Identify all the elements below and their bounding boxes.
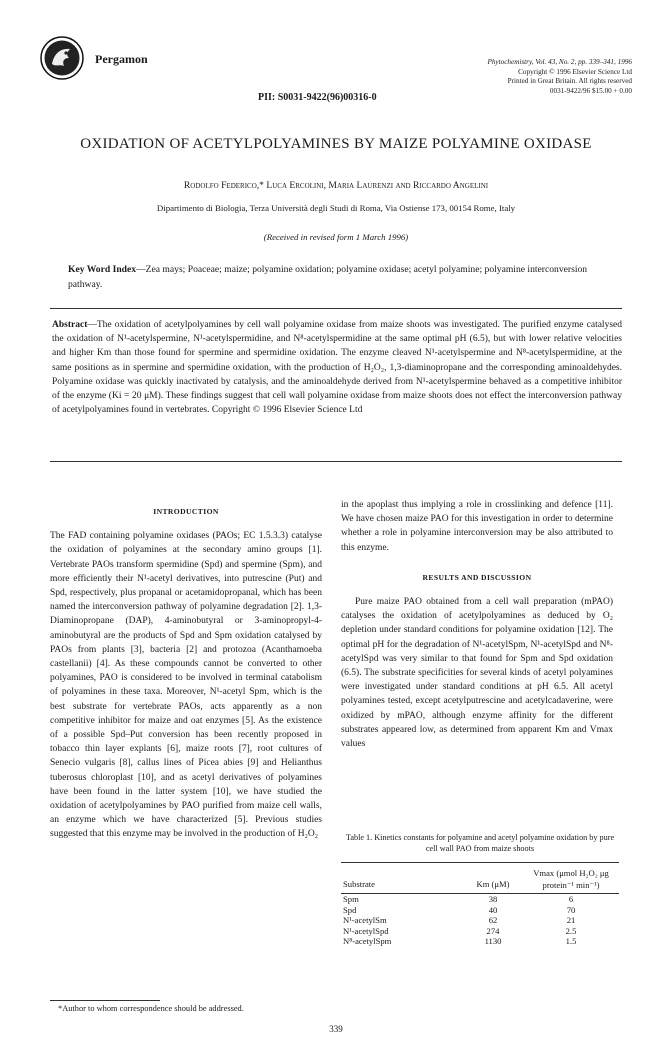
author-list: Rodolfo Federico,* Luca Ercolini, Maria Laurenzi and Riccardo Angelini [183,180,489,191]
cell-substrate: Spm [343,894,359,904]
kinetics-table [341,862,619,947]
abstract [52,318,622,417]
table-row [341,915,619,926]
printed-line: Printed in Great Britain. All rights reserved [507,77,632,85]
table-row [341,894,619,905]
cell-km: 62 [488,915,498,925]
pergamon-logo-icon [40,36,84,80]
introduction-continued-text: in the apoplast thus implying a role in crosslinking and defence [11]. We have chosen maize PAO for this investigation in order to determine whether a role in polyamine interconversion may be also attributed to this enzyme. [341,500,613,553]
journal-info [332,58,632,96]
header-vmax: Vmax (μmol H₂O₂ μg protein⁻¹ min⁻¹) [533,868,609,890]
abstract-bottom-rule [50,461,622,462]
right-column [341,498,613,751]
cell-substrate: N⁸-acetylSpm [343,936,392,946]
table-caption: Table 1. Kinetics constants for polyamine and acetyl polyamine oxidation by pure cell wall PAO from maize shoots [345,833,615,853]
page-number: 339 [329,1024,343,1034]
received-date: (Received in revised form 1 March 1996) [263,232,409,242]
header-km: Km (μM) [476,879,510,889]
cell-km: 40 [488,904,498,915]
cell-substrate: N¹-acetylSm [343,915,387,925]
footnote-rule [50,1000,160,1001]
cell-substrate: N¹-acetylSpd [343,925,389,936]
pii-identifier: PII: S0031-9422(96)00316-0 [258,92,377,103]
keyword-index [68,262,620,292]
cell-vmax: 21 [566,915,576,925]
header-substrate: Substrate [343,879,375,889]
left-column [50,505,322,842]
cell-vmax: 70 [566,904,576,915]
cell-substrate: Spd [343,904,357,915]
cell-vmax: 2.5 [565,925,577,936]
publisher-name: Pergamon [95,52,148,66]
results-heading: RESULTS AND DISCUSSION [422,572,532,582]
table-row [341,926,619,937]
price-line: 0031-9422/96 $15.00 + 0.00 [549,86,632,95]
correspondence-footnote: *Author to whom correspondence should be addressed. [58,1004,244,1013]
table-header-row [341,863,619,893]
introduction-text: The FAD containing polyamine oxidases (PAOs; EC 1.5.3.3) catalyse the oxidation of polyamines at the secondary amino groups [1]. Vertebrate PAOs transform spermidine (Spd) and spermine (Spm), and more efficiently their N¹-acetyl derivatives, into putrescine (Put) and Spd, respectively, plus propanal or acetamidopropanal, which has been named the interconversion pathway of polyamine degradation [2]. 1,3-Diaminopropane (DAP), 4-aminobutyral or 3-aminopropyl-4-aminobutyral are the products of Spd and Spm oxidation catalysed by PAOs from plants [3], bacteria [2] and protozoa (Acanthamoeba castellanii) [4]. As these compounds cannot be converted to other polyamines, PAO is considered to be involved in terminal catabolism of polyamines in these taxa. Moreover, N¹-acetyl Spm, which is the best substrate for vertebrate PAOs, acts apparently as a non competitive inhibitor for maize and oat enzymes [5]. As the existence of a possible Spd–Put conversion has been recently proposed in tobacco thin layer explants [6], maize roots [7], root cultures of Senecio vulgaris [8], callus lines of Picea abies [9] and Helianthus tuberosus chloroplast [10], and as acetyl derivatives of polyamines have been found in the latter system [10], we have studied the oxidation of acetylpolyamines by PAO purified from maize cell walls, an enzyme which we have characterized [5]. Previous studies suggested that this enzyme may be involved in the production of H₂O₂ [50,531,322,840]
cell-vmax: 6 [568,894,574,904]
cell-vmax: 1.5 [565,936,577,946]
keyword-label: Key Word Index [68,264,137,275]
table-row [341,905,619,916]
cell-km: 1130 [484,936,502,946]
abstract-text: —The oxidation of acetylpolyamines by cell wall polyamine oxidase from maize shoots was investigated. The purified enzyme catalysed the oxidation of N¹-acetylspermine, N¹-acetylspermidine, and N⁸-acetylspermidine at the same optimal pH (6.5), but with lower relative velocities and higher Km than those found for spermine and spermidine oxidation. The enzyme cleaved N¹-acetylspermine and N⁸-acetylspermidine, at the same positions as in spermine and spermidine oxidation, with the production of H₂O₂, 1,3-diaminopropane and the corresponding aminoaldehydes. Polyamine oxidase was quickly inactivated by catalysis, and the aminoaldehyde derived from N¹-acetylspermine behaved as a competitive inhibitor of the enzyme (Ki = 20 μM). These findings suggest that cell wall polyamine oxidase from maize shoots does not effect the interconversion pathway of acetylpolyamines found in vertebrates. Copyright © 1996 Elsevier Science Ltd [52,320,622,416]
copyright-line: Copyright © 1996 Elsevier Science Ltd [518,67,632,76]
abstract-top-rule [50,308,622,309]
keyword-text: —Zea mays; Poaceae; maize; polyamine oxidation; polyamine oxidase; acetyl polyamine; polyamine interconversion pathway. [68,264,588,290]
abstract-label: Abstract [52,320,88,330]
affiliation: Dipartimento di Biologia, Terza Università degli Studi di Roma, Via Ostiense 173, 00154 Rome, Italy [156,203,516,213]
journal-line: Phytochemistry, Vol. 43, No. 2, pp. 339–341, 1996 [487,58,632,66]
results-text: Pure maize PAO obtained from a cell wall preparation (mPAO) catalyses the oxidation of acetylpolyamines as deduced by O₂ depletion under standard conditions for polyamine oxidation [12]. The optimal pH for the degradation of N¹-acetylSpm, N¹-acetylSpd and N⁸-acetylSpd was very similar to that found for Spm and Spd oxidation (6.5). The substrate specificities for several kinds of acetyl polyamines were investigated under standard conditions at pH 6.5. All acetyl polyamines tested, except acetylputrescine and acetylcadaverine, were oxidized by mPAO, although enzyme affinity for the different substrates appeared low, as determined from apparent Km and Vmax values [341,597,613,750]
cell-km: 274 [486,925,500,936]
introduction-heading: INTRODUCTION [153,507,219,516]
cell-km: 38 [488,894,498,904]
paper-title: OXIDATION OF ACETYLPOLYAMINES BY MAIZE POLYAMINE OXIDASE [80,136,592,152]
table-row [341,936,619,947]
